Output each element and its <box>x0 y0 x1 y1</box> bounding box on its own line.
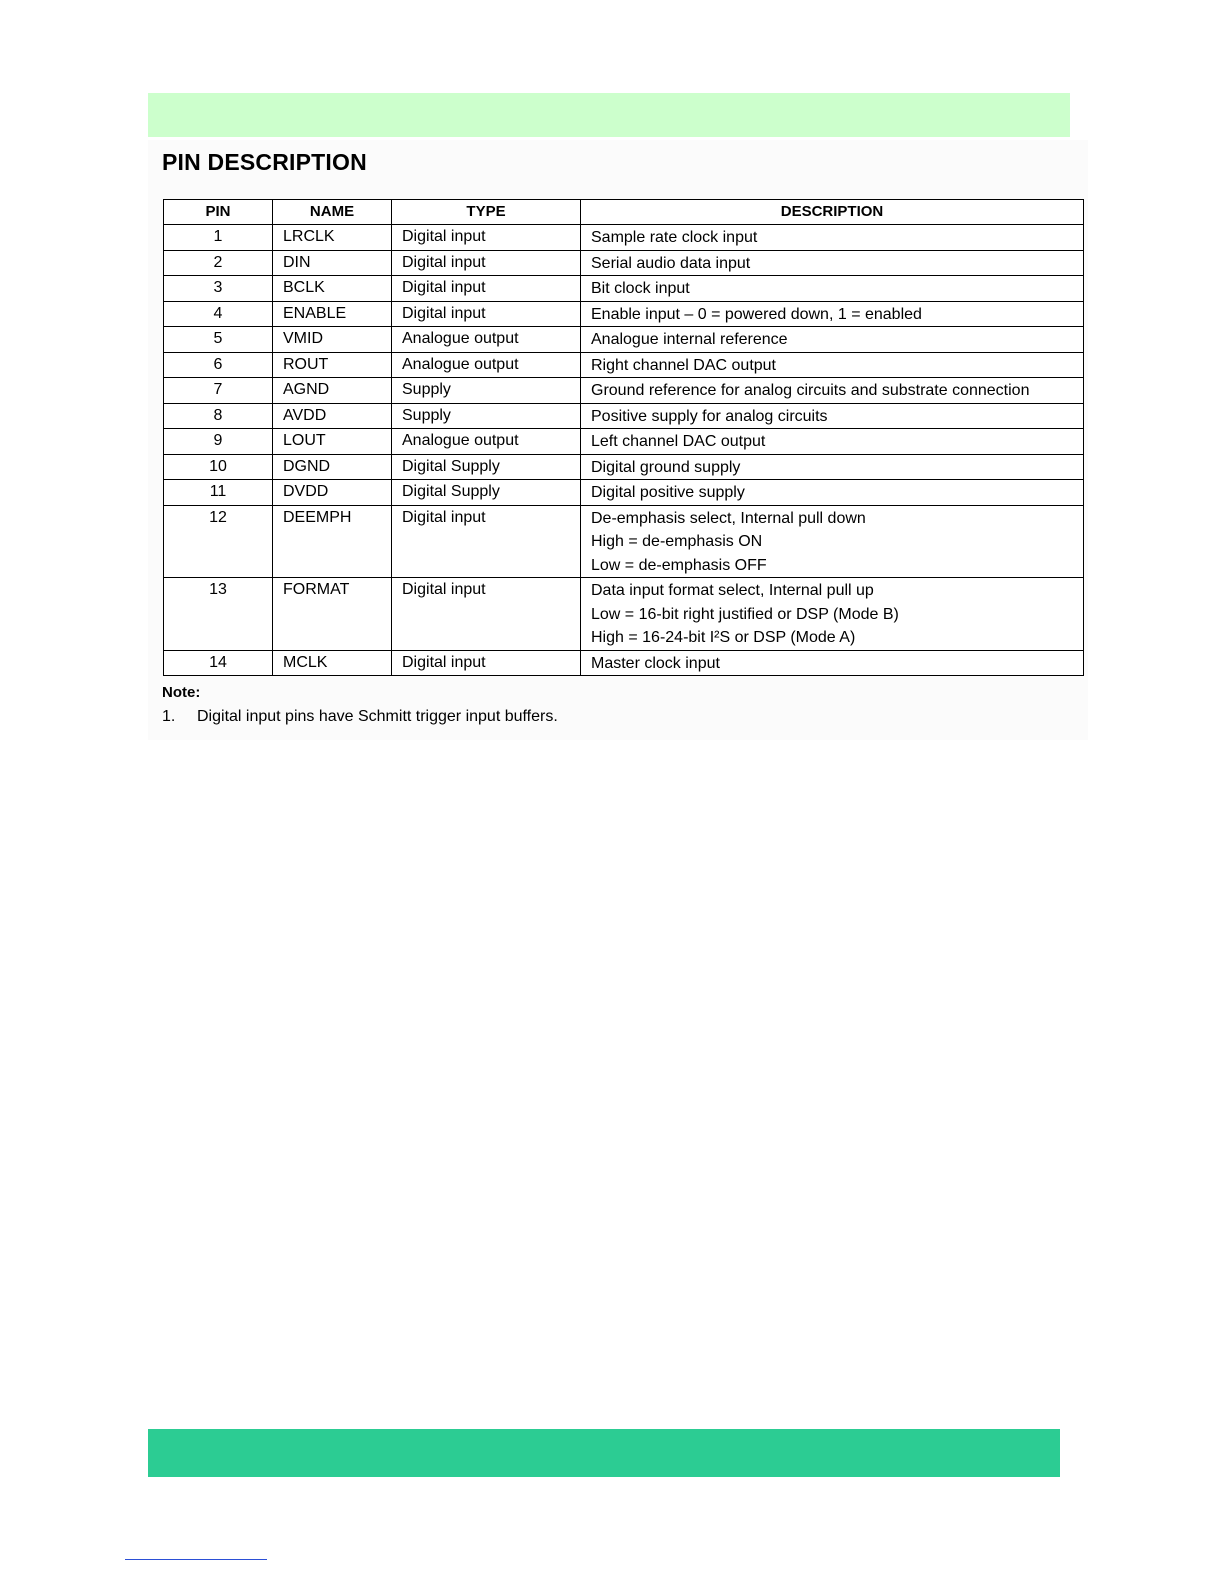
pin-type-cell: Supply <box>392 378 581 404</box>
pin-type-cell: Analogue output <box>392 429 581 455</box>
pin-type-cell: Analogue output <box>392 352 581 378</box>
pin-description-cell <box>581 250 1084 276</box>
pin-description-cell <box>581 429 1084 455</box>
description-line: Low = de-emphasis OFF <box>591 556 767 574</box>
pin-number-cell: 13 <box>164 578 273 651</box>
pin-description-cell <box>581 327 1084 353</box>
pin-number-cell: 14 <box>164 650 273 676</box>
footer-rule <box>125 1559 267 1560</box>
description-line: Right channel DAC output <box>591 356 776 374</box>
pin-number-cell: 9 <box>164 429 273 455</box>
column-header-name: NAME <box>273 200 392 225</box>
description-line: High = 16-24-bit I²S or DSP (Mode A) <box>591 629 856 646</box>
pin-name-cell: DVDD <box>273 480 392 506</box>
description-line: Analogue internal reference <box>591 331 788 348</box>
description-line: Master clock input <box>591 654 720 672</box>
pin-description-cell <box>581 403 1084 429</box>
table-row <box>164 505 1084 578</box>
column-header-description: DESCRIPTION <box>581 200 1084 225</box>
pin-description-table <box>163 199 1084 676</box>
pin-description-cell <box>581 352 1084 378</box>
table-row <box>164 225 1084 251</box>
pin-type-cell: Digital input <box>392 650 581 676</box>
description-line: High = de-emphasis ON <box>591 533 763 550</box>
page-title: PIN DESCRIPTION <box>162 149 367 175</box>
pin-type-cell: Analogue output <box>392 327 581 353</box>
pin-name-cell: FORMAT <box>273 578 392 651</box>
pin-name-cell: LRCLK <box>273 225 392 251</box>
pin-number-cell: 3 <box>164 276 273 302</box>
pin-name-cell: AGND <box>273 378 392 404</box>
table-row <box>164 454 1084 480</box>
pin-name-cell: MCLK <box>273 650 392 676</box>
pin-description-cell <box>581 480 1084 506</box>
pin-description-cell <box>581 378 1084 404</box>
column-header-type: TYPE <box>392 200 581 225</box>
pin-description-cell <box>581 276 1084 302</box>
table-row <box>164 403 1084 429</box>
table-row <box>164 480 1084 506</box>
pin-name-cell: DIN <box>273 250 392 276</box>
pin-name-cell: ROUT <box>273 352 392 378</box>
pin-type-cell: Digital Supply <box>392 454 581 480</box>
pin-description-cell <box>581 578 1084 651</box>
pin-name-cell: ENABLE <box>273 301 392 327</box>
pin-number-cell: 1 <box>164 225 273 251</box>
pin-name-cell: VMID <box>273 327 392 353</box>
description-line: Data input format select, Internal pull up <box>591 582 874 599</box>
description-line: Serial audio data input <box>591 254 751 272</box>
pin-description-cell <box>581 225 1084 251</box>
pin-type-cell: Digital input <box>392 225 581 251</box>
note-label: Note: <box>162 684 201 701</box>
table-row <box>164 578 1084 651</box>
note-item-number: 1. <box>162 708 176 725</box>
table-row <box>164 327 1084 353</box>
footer-band <box>148 1429 1060 1477</box>
pin-type-cell: Digital input <box>392 505 581 578</box>
description-line: Sample rate clock input <box>591 229 758 246</box>
description-line: Positive supply for analog circuits <box>591 407 828 425</box>
description-line: Ground reference for analog circuits and substrate connection <box>591 382 1030 399</box>
pin-description-cell <box>581 505 1084 578</box>
table-row <box>164 301 1084 327</box>
pin-number-cell: 8 <box>164 403 273 429</box>
description-line: Digital ground supply <box>591 458 741 476</box>
pin-name-cell: AVDD <box>273 403 392 429</box>
pin-description-cell <box>581 650 1084 676</box>
table-row <box>164 429 1084 455</box>
pin-number-cell: 10 <box>164 454 273 480</box>
pin-number-cell: 7 <box>164 378 273 404</box>
table-header-row <box>164 200 1084 225</box>
header-band <box>148 93 1070 137</box>
pin-number-cell: 6 <box>164 352 273 378</box>
table-body <box>164 225 1084 676</box>
pin-type-cell: Supply <box>392 403 581 429</box>
pin-name-cell: BCLK <box>273 276 392 302</box>
description-line: Digital positive supply <box>591 484 745 501</box>
table-row <box>164 352 1084 378</box>
description-line: De-emphasis select, Internal pull down <box>591 509 866 527</box>
pin-name-cell: LOUT <box>273 429 392 455</box>
pin-type-cell: Digital input <box>392 301 581 327</box>
table-row <box>164 378 1084 404</box>
table-row <box>164 650 1084 676</box>
description-line: Enable input – 0 = powered down, 1 = enabled <box>591 305 922 323</box>
description-line: Low = 16-bit right justified or DSP (Mode B) <box>591 605 899 623</box>
pin-description-cell <box>581 454 1084 480</box>
pin-name-cell: DGND <box>273 454 392 480</box>
column-header-pin: PIN <box>164 200 273 225</box>
pin-number-cell: 11 <box>164 480 273 506</box>
pin-number-cell: 2 <box>164 250 273 276</box>
pin-type-cell: Digital input <box>392 276 581 302</box>
pin-type-cell: Digital input <box>392 250 581 276</box>
note-item-text: Digital input pins have Schmitt trigger input buffers. <box>197 708 558 725</box>
pin-type-cell: Digital input <box>392 578 581 651</box>
table-row <box>164 276 1084 302</box>
table-row <box>164 250 1084 276</box>
description-line: Left channel DAC output <box>591 433 766 450</box>
pin-number-cell: 12 <box>164 505 273 578</box>
pin-number-cell: 5 <box>164 327 273 353</box>
pin-type-cell: Digital Supply <box>392 480 581 506</box>
note-item <box>162 708 558 726</box>
pin-number-cell: 4 <box>164 301 273 327</box>
pin-name-cell: DEEMPH <box>273 505 392 578</box>
description-line: Bit clock input <box>591 280 690 297</box>
pin-description-cell <box>581 301 1084 327</box>
